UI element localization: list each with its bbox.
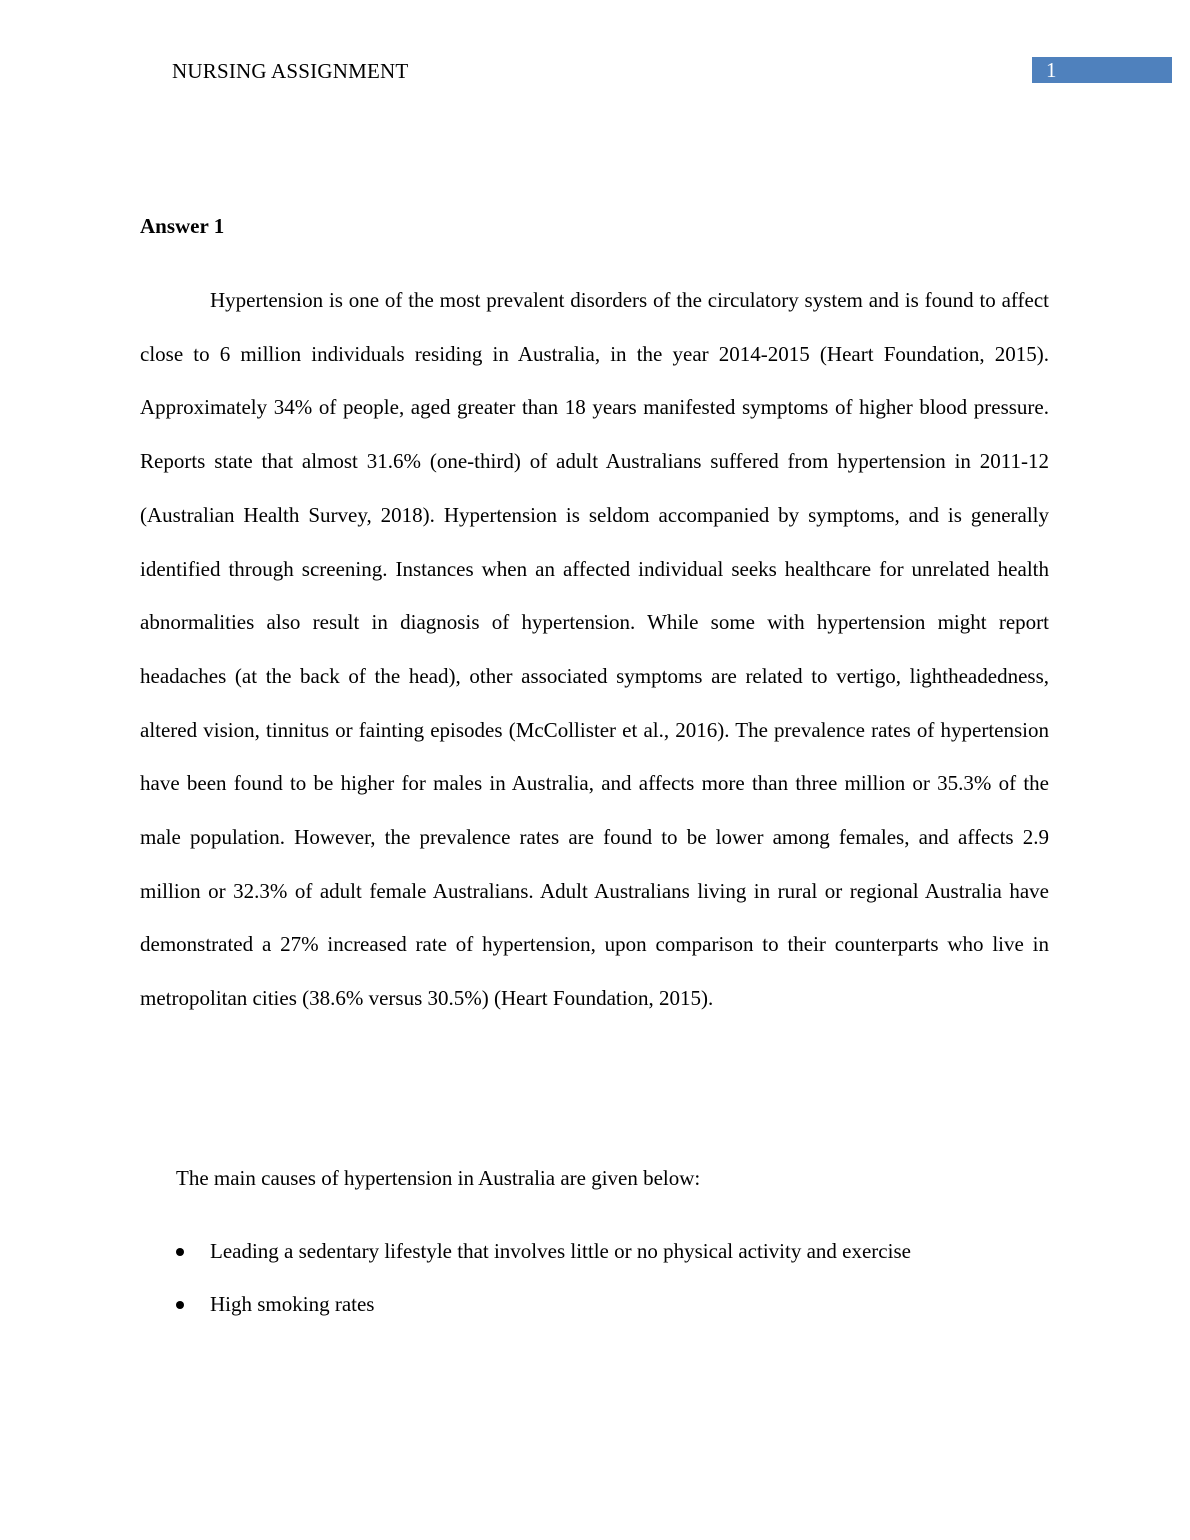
causes-list [140,1225,1049,1331]
page-number-badge [1032,57,1172,83]
list-item [140,1225,1049,1278]
list-item [140,1278,1049,1331]
page-number: 1 [1046,58,1057,82]
bullet-icon [176,1248,184,1256]
list-item-text: Leading a sedentary lifestyle that involves little or no physical activity and exercise [210,1239,911,1263]
bullet-icon [176,1301,184,1309]
running-header-title: NURSING ASSIGNMENT [172,59,409,83]
causes-intro: The main causes of hypertension in Australia are given below: [176,1166,701,1190]
section-heading: Answer 1 [140,214,225,238]
body-paragraph: Hypertension is one of the most prevalent disorders of the circulatory system and is found to affect close to 6 million individuals residing in Australia, in the year 2014-2015 (Heart Foundation, 2015). Approximately 34% of people, aged greater than 18 years manifested symptoms of higher blood pressure. Reports state that almost 31.6% (one-third) of adult Australians suffered from hypertension in 2011-12 (Australian Health Survey, 2018). Hypertension is seldom accompanied by symptoms, and is generally identified through screening. Instances when an affected individual seeks healthcare for unrelated health abnormalities also result in diagnosis of hypertension. While some with hypertension might report headaches (at the back of the head), other associated symptoms are related to vertigo, lightheadedness, altered vision, tinnitus or fainting episodes (McCollister et al., 2016). The prevalence rates of hypertension have been found to be higher for males in Australia, and affects more than three million or 35.3% of the male population. However, the prevalence rates are found to be lower among females, and affects 2.9 million or 32.3% of adult female Australians. Adult Australians living in rural or regional Australia have demonstrated a 27% increased rate of hypertension, upon comparison to their counterparts who live in metropolitan cities (38.6% versus 30.5%) (Heart Foundation, 2015). [140,288,1049,1011]
list-item-text: High smoking rates [210,1292,375,1316]
